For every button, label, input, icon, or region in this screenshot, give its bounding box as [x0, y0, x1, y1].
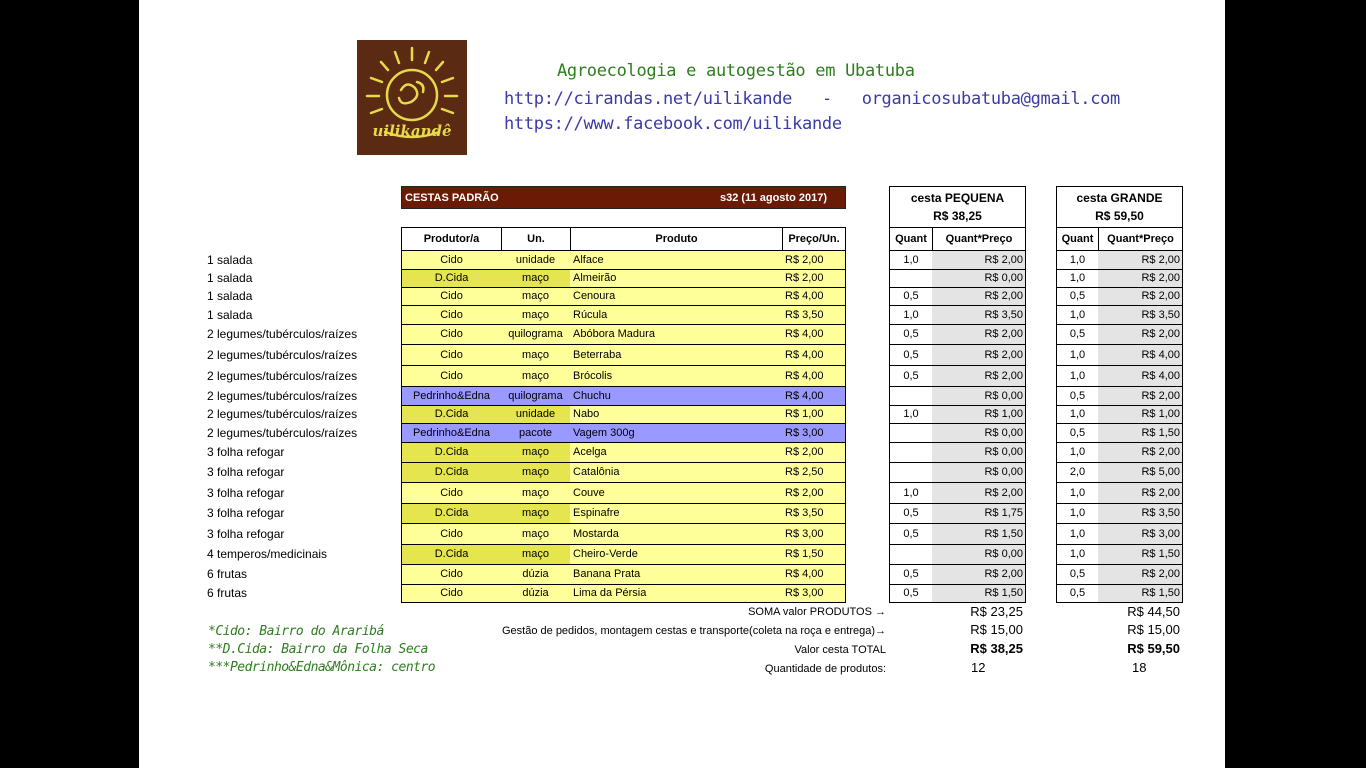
cell-preco: R$ 2,00 [782, 251, 846, 270]
cell-unidade: maço [501, 504, 571, 524]
sun-logo-icon [357, 40, 467, 155]
cell-pequena-quant: 0,5 [889, 325, 933, 345]
col-header-produtor: Produtor/a [401, 227, 502, 251]
cell-grande-quantpreco: R$ 3,50 [1098, 306, 1183, 325]
grande-col-quantpreco: Quant*Preço [1098, 227, 1183, 251]
cell-preco: R$ 3,50 [782, 306, 846, 325]
cell-pequena-quantpreco: R$ 2,00 [932, 565, 1026, 585]
cell-grande-quant: 1,0 [1056, 366, 1099, 387]
facebook-link[interactable]: https://www.facebook.com/uilikande [504, 114, 842, 134]
cell-preco: R$ 4,00 [782, 565, 846, 585]
cell-preco: R$ 2,50 [782, 463, 846, 483]
cell-pequena-quantpreco: R$ 2,00 [932, 483, 1026, 504]
category-label: 2 legumes/tubérculos/raízes [207, 407, 358, 421]
cell-grande-quantpreco: R$ 2,00 [1098, 565, 1183, 585]
category-label: 3 folha refogar [207, 506, 285, 520]
cell-produto: Acelga [570, 443, 783, 463]
cell-unidade: maço [501, 270, 571, 288]
cell-pequena-quantpreco: R$ 0,00 [932, 270, 1026, 288]
cell-produto: Chuchu [570, 387, 783, 406]
cell-grande-quant: 2,0 [1056, 463, 1099, 483]
cell-unidade: maço [501, 524, 571, 545]
cell-pequena-quant: 0,5 [889, 504, 933, 524]
cell-preco: R$ 4,00 [782, 387, 846, 406]
contact-links [504, 89, 1120, 109]
title-left: CESTAS PADRÃO [405, 192, 499, 204]
cell-preco: R$ 1,50 [782, 545, 846, 565]
cell-unidade: quilograma [501, 325, 571, 345]
cell-produto: Cenoura [570, 288, 783, 306]
category-label: 1 salada [207, 289, 253, 303]
cell-preco: R$ 3,00 [782, 585, 846, 603]
cell-grande-quant: 0,5 [1056, 585, 1099, 603]
cell-unidade: maço [501, 366, 571, 387]
cell-grande-quantpreco: R$ 5,00 [1098, 463, 1183, 483]
cell-produto: Beterraba [570, 345, 783, 366]
cell-pequena-quant: 0,5 [889, 288, 933, 306]
cell-pequena-quantpreco: R$ 0,00 [932, 443, 1026, 463]
category-label: 2 legumes/tubérculos/raízes [207, 327, 358, 341]
grande-col-quant: Quant [1056, 227, 1099, 251]
cell-grande-quant: 0,5 [1056, 424, 1099, 443]
email-link[interactable]: organicosubatuba@gmail.com [861, 89, 1120, 109]
gestao-pequena: R$ 15,00 [970, 622, 1023, 637]
cell-produto: Nabo [570, 406, 783, 424]
cell-produto: Cheiro-Verde [570, 545, 783, 565]
cell-pequena-quantpreco: R$ 1,50 [932, 585, 1026, 603]
cell-produto: Catalônia [570, 463, 783, 483]
cell-pequena-quantpreco: R$ 0,00 [932, 387, 1026, 406]
cell-unidade: dúzia [501, 565, 571, 585]
cell-produto: Mostarda [570, 524, 783, 545]
uilikande-logo [357, 40, 467, 155]
title-bar [401, 186, 846, 209]
cell-pequena-quantpreco: R$ 3,50 [932, 306, 1026, 325]
cell-pequena-quant: 0,5 [889, 565, 933, 585]
cell-pequena-quant: 0,5 [889, 345, 933, 366]
cell-produtor: Pedrinho&Edna [401, 424, 502, 443]
cell-produto: Lima da Pérsia [570, 585, 783, 603]
cesta-grande-title: cesta GRANDE [1076, 191, 1163, 205]
note-cido: *Cido: Bairro do Araribá [208, 624, 384, 639]
cell-grande-quant: 1,0 [1056, 545, 1099, 565]
cell-produtor: D.Cida [401, 545, 502, 565]
cell-preco: R$ 4,00 [782, 345, 846, 366]
cell-pequena-quantpreco: R$ 1,00 [932, 406, 1026, 424]
cell-pequena-quant: 0,5 [889, 524, 933, 545]
total-grande: R$ 59,50 [1127, 641, 1180, 656]
category-label: 2 legumes/tubérculos/raízes [207, 425, 358, 440]
pequena-col-quantpreco: Quant*Preço [932, 227, 1026, 251]
soma-grande: R$ 44,50 [1127, 604, 1180, 619]
cell-produto: Vagem 300g [570, 424, 783, 443]
cell-unidade: unidade [501, 406, 571, 424]
cell-produto: Couve [570, 483, 783, 504]
category-label: 4 temperos/medicinais [207, 547, 328, 561]
soma-label: SOMA valor PRODUTOS → [748, 606, 886, 618]
cell-pequena-quant: 1,0 [889, 251, 933, 270]
cell-pequena-quant [889, 270, 933, 288]
col-header-un: Un. [501, 227, 571, 251]
cell-produto: Almeirão [570, 270, 783, 288]
cell-grande-quantpreco: R$ 3,50 [1098, 504, 1183, 524]
cell-produto: Espinafre [570, 504, 783, 524]
cirandas-link[interactable]: http://cirandas.net/uilikande [504, 89, 793, 109]
cell-produtor: D.Cida [401, 406, 502, 424]
cell-pequena-quant [889, 463, 933, 483]
cell-produto: Rúcula [570, 306, 783, 325]
cell-produtor: Cido [401, 325, 502, 345]
category-label: 3 folha refogar [207, 485, 285, 500]
category-label: 3 folha refogar [207, 465, 285, 479]
cell-unidade: maço [501, 345, 571, 366]
cell-produtor: Cido [401, 251, 502, 270]
tagline: Agroecologia e autogestão em Ubatuba [557, 61, 915, 81]
cell-pequena-quantpreco: R$ 2,00 [932, 345, 1026, 366]
category-label: 1 salada [207, 252, 253, 267]
cell-grande-quant: 1,0 [1056, 306, 1099, 325]
cell-produtor: Cido [401, 306, 502, 325]
cell-produto: Abóbora Madura [570, 325, 783, 345]
category-label: 2 legumes/tubérculos/raízes [207, 368, 358, 383]
pequena-col-quant: Quant [889, 227, 933, 251]
cell-preco: R$ 4,00 [782, 288, 846, 306]
cell-pequena-quant: 0,5 [889, 585, 933, 603]
cell-pequena-quantpreco: R$ 0,00 [932, 424, 1026, 443]
cell-grande-quantpreco: R$ 1,00 [1098, 406, 1183, 424]
cell-unidade: maço [501, 463, 571, 483]
soma-pequena: R$ 23,25 [970, 604, 1023, 619]
cell-unidade: maço [501, 306, 571, 325]
cell-pequena-quantpreco: R$ 2,00 [932, 366, 1026, 387]
cell-preco: R$ 2,00 [782, 270, 846, 288]
cell-grande-quant: 1,0 [1056, 504, 1099, 524]
cell-unidade: maço [501, 483, 571, 504]
total-pequena: R$ 38,25 [970, 641, 1023, 656]
cesta-pequena-price: R$ 38,25 [933, 209, 982, 223]
cell-pequena-quantpreco: R$ 2,00 [932, 325, 1026, 345]
cell-pequena-quantpreco: R$ 0,00 [932, 463, 1026, 483]
note-dcida: **D.Cida: Bairro da Folha Seca [208, 642, 428, 657]
cell-grande-quant: 1,0 [1056, 270, 1099, 288]
category-label: 6 frutas [207, 586, 248, 600]
cell-unidade: maço [501, 288, 571, 306]
cell-pequena-quant [889, 424, 933, 443]
cell-pequena-quantpreco: R$ 2,00 [932, 251, 1026, 270]
cell-pequena-quant: 1,0 [889, 306, 933, 325]
category-label: 1 salada [207, 271, 253, 285]
separator: - [821, 89, 832, 109]
cell-pequena-quant: 1,0 [889, 406, 933, 424]
col-header-produto: Produto [570, 227, 783, 251]
cell-produtor: Cido [401, 585, 502, 603]
cell-produtor: Cido [401, 345, 502, 366]
note-pedrinho: ***Pedrinho&Edna&Mônica: centro [208, 660, 436, 675]
cell-produtor: Pedrinho&Edna [401, 387, 502, 406]
cell-unidade: quilograma [501, 387, 571, 406]
category-label: 2 legumes/tubérculos/raízes [207, 388, 358, 403]
cell-produtor: Cido [401, 565, 502, 585]
cell-pequena-quant: 0,5 [889, 366, 933, 387]
category-label: 2 legumes/tubérculos/raízes [207, 347, 358, 362]
cell-pequena-quant: 1,0 [889, 483, 933, 504]
cell-grande-quant: 1,0 [1056, 345, 1099, 366]
category-label: 6 frutas [207, 567, 248, 581]
cell-grande-quantpreco: R$ 2,00 [1098, 251, 1183, 270]
cell-produto: Brócolis [570, 366, 783, 387]
cell-produtor: Cido [401, 288, 502, 306]
svg-text:uilikandê: uilikandê [372, 122, 452, 140]
cell-pequena-quant [889, 545, 933, 565]
quantidade-pequena: 12 [971, 660, 986, 675]
cell-preco: R$ 4,00 [782, 325, 846, 345]
cell-produtor: D.Cida [401, 443, 502, 463]
cell-pequena-quantpreco: R$ 1,50 [932, 524, 1026, 545]
cell-grande-quant: 1,0 [1056, 483, 1099, 504]
cell-unidade: pacote [501, 424, 571, 443]
cell-grande-quantpreco: R$ 1,50 [1098, 545, 1183, 565]
cesta-pequena-header [889, 186, 1026, 227]
cell-pequena-quant [889, 387, 933, 406]
cell-grande-quant: 1,0 [1056, 524, 1099, 545]
cell-preco: R$ 3,50 [782, 504, 846, 524]
cell-grande-quantpreco: R$ 3,00 [1098, 524, 1183, 545]
cesta-grande-header [1056, 186, 1183, 227]
cell-grande-quant: 0,5 [1056, 325, 1099, 345]
cell-grande-quantpreco: R$ 1,50 [1098, 424, 1183, 443]
title-week: s32 (11 agosto 2017) [719, 192, 827, 204]
cell-grande-quant: 0,5 [1056, 387, 1099, 406]
cell-unidade: dúzia [501, 585, 571, 603]
cell-produto: Alface [570, 251, 783, 270]
cell-preco: R$ 3,00 [782, 524, 846, 545]
cesta-pequena-title: cesta PEQUENA [910, 191, 1005, 205]
quantidade-label: Quantidade de produtos: [764, 663, 886, 675]
cell-preco: R$ 1,00 [782, 406, 846, 424]
cell-grande-quantpreco: R$ 1,50 [1098, 585, 1183, 603]
cell-pequena-quantpreco: R$ 1,75 [932, 504, 1026, 524]
cell-grande-quantpreco: R$ 2,00 [1098, 443, 1183, 463]
gestao-grande: R$ 15,00 [1127, 622, 1180, 637]
col-header-preco: Preço/Un. [782, 227, 846, 251]
cell-produtor: D.Cida [401, 270, 502, 288]
cell-preco: R$ 2,00 [782, 443, 846, 463]
cell-grande-quantpreco: R$ 4,00 [1098, 345, 1183, 366]
cell-produtor: D.Cida [401, 463, 502, 483]
cell-grande-quantpreco: R$ 4,00 [1098, 366, 1183, 387]
cell-grande-quantpreco: R$ 2,00 [1098, 325, 1183, 345]
gestao-label: Gestão de pedidos, montagem cestas e transporte(coleta na roça e entrega)→ [502, 625, 886, 637]
cell-pequena-quantpreco: R$ 0,00 [932, 545, 1026, 565]
cell-grande-quantpreco: R$ 2,00 [1098, 483, 1183, 504]
cell-pequena-quant [889, 443, 933, 463]
category-label: 3 folha refogar [207, 445, 285, 459]
quantidade-grande: 18 [1132, 660, 1147, 675]
cell-grande-quantpreco: R$ 2,00 [1098, 270, 1183, 288]
cell-grande-quant: 0,5 [1056, 288, 1099, 306]
cell-produto: Banana Prata [570, 565, 783, 585]
cell-produtor: Cido [401, 366, 502, 387]
cell-grande-quant: 1,0 [1056, 443, 1099, 463]
cell-unidade: unidade [501, 251, 571, 270]
cell-grande-quant: 1,0 [1056, 406, 1099, 424]
cell-grande-quantpreco: R$ 2,00 [1098, 288, 1183, 306]
cell-grande-quant: 0,5 [1056, 565, 1099, 585]
cell-preco: R$ 2,00 [782, 483, 846, 504]
cell-unidade: maço [501, 545, 571, 565]
cell-grande-quant: 1,0 [1056, 251, 1099, 270]
category-label: 1 salada [207, 307, 253, 322]
cell-produtor: Cido [401, 524, 502, 545]
cell-produtor: D.Cida [401, 504, 502, 524]
cesta-grande-price: R$ 59,50 [1095, 209, 1144, 223]
category-label: 3 folha refogar [207, 526, 285, 541]
cell-preco: R$ 4,00 [782, 366, 846, 387]
cell-unidade: maço [501, 443, 571, 463]
cell-grande-quantpreco: R$ 2,00 [1098, 387, 1183, 406]
total-label: Valor cesta TOTAL [794, 644, 886, 656]
cell-pequena-quantpreco: R$ 2,00 [932, 288, 1026, 306]
cell-preco: R$ 3,00 [782, 424, 846, 443]
cell-produtor: Cido [401, 483, 502, 504]
